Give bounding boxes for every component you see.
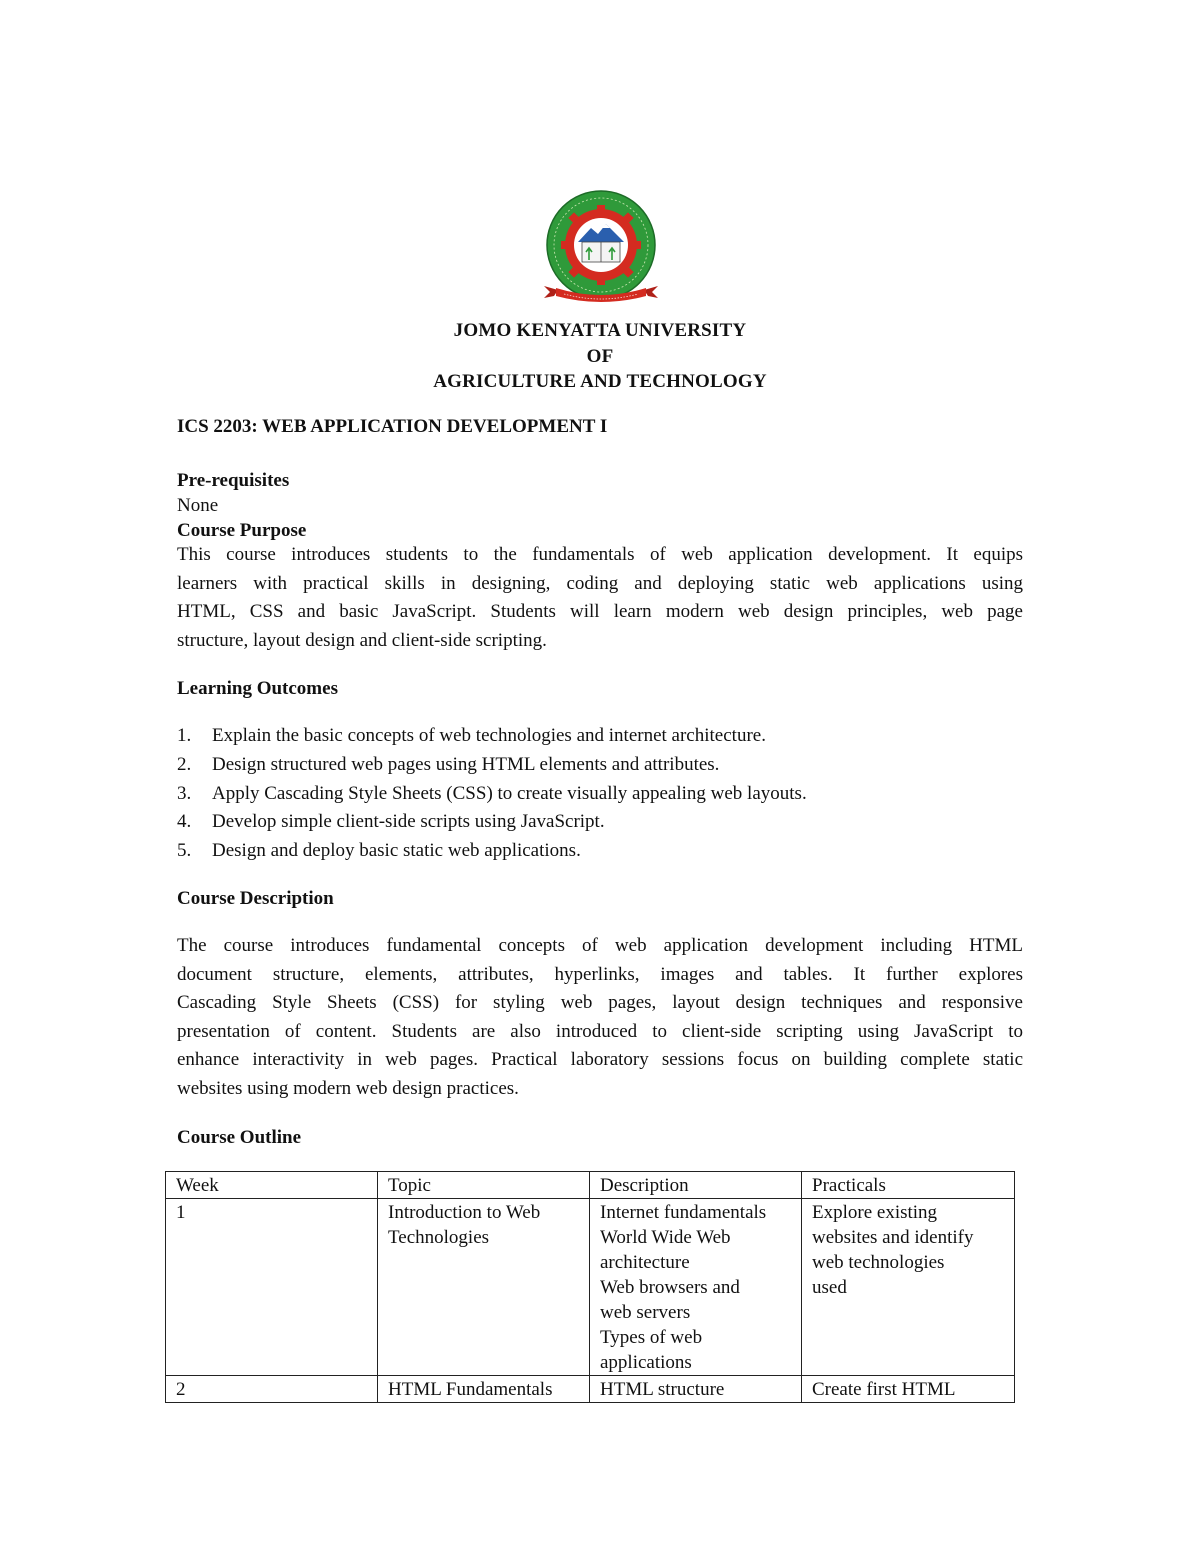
course-purpose-line: HTML, CSS and basic JavaScript. Students will learn modern web design principles, web page xyxy=(177,601,1023,623)
course-purpose-line: learners with practical skills in designing, coding and deploying static web applications using xyxy=(177,572,1023,594)
description-line: World Wide Web xyxy=(600,1227,731,1248)
institution-name-line1: JOMO KENYATTA UNIVERSITY xyxy=(453,320,747,341)
description-cell xyxy=(590,1199,802,1376)
learning-outcome-text: Design and deploy basic static web applications. xyxy=(212,840,581,861)
table-header-row xyxy=(166,1172,1015,1199)
column-header-practicals: Practicals xyxy=(802,1172,1015,1199)
course-description-line: The course introduces fundamental concepts of web application development including HTML xyxy=(177,935,1023,956)
learning-outcome-text: Apply Cascading Style Sheets (CSS) to create visually appealing web layouts. xyxy=(212,783,807,804)
course-description-line: Cascading Style Sheets (CSS) for styling web pages, layout design techniques and responsive xyxy=(177,992,1023,1014)
table-row xyxy=(166,1376,1015,1403)
learning-outcome-item xyxy=(177,780,807,808)
week-cell: 1 xyxy=(166,1199,378,1376)
column-header-description: Description xyxy=(590,1172,802,1199)
topic-cell xyxy=(378,1199,590,1376)
course-purpose-heading: Course Purpose xyxy=(177,520,307,541)
description-line: architecture xyxy=(600,1252,690,1273)
course-purpose-text xyxy=(177,541,1023,655)
table-row xyxy=(166,1199,1015,1376)
practicals-line: websites and identify xyxy=(812,1227,974,1248)
course-outline-table xyxy=(165,1171,1015,1403)
topic-line: Technologies xyxy=(388,1227,490,1248)
topic-cell xyxy=(378,1376,590,1403)
learning-outcome-text: Design structured web pages using HTML elements and attributes. xyxy=(212,754,720,775)
learning-outcome-number: 2. xyxy=(177,754,192,775)
learning-outcome-number: 1. xyxy=(177,725,192,746)
learning-outcome-item xyxy=(177,751,719,779)
practicals-cell xyxy=(802,1199,1015,1376)
prerequisites-value: None xyxy=(177,495,219,516)
description-line: HTML structure xyxy=(600,1379,725,1400)
description-line: Internet fundamentals xyxy=(600,1202,767,1223)
course-title: ICS 2203: WEB APPLICATION DEVELOPMENT I xyxy=(177,416,608,437)
practicals-line: Explore existing xyxy=(812,1202,938,1223)
practicals-line: Create first HTML xyxy=(812,1379,956,1400)
prerequisites-heading: Pre-requisites xyxy=(177,470,290,491)
description-line: web servers xyxy=(600,1302,691,1323)
column-header-topic: Topic xyxy=(378,1172,590,1199)
university-logo xyxy=(536,190,666,308)
course-description-line: document structure, elements, attributes, hyperlinks, images and tables. It further explores xyxy=(177,963,1023,985)
learning-outcome-number: 4. xyxy=(177,811,192,832)
learning-outcome-text: Explain the basic concepts of web technologies and internet architecture. xyxy=(212,725,766,746)
description-line: Types of web xyxy=(600,1327,703,1348)
institution-name-line2: OF xyxy=(586,346,614,367)
course-purpose-line: This course introduces students to the fundamentals of web application development. It equips xyxy=(177,544,1023,565)
description-cell xyxy=(590,1376,802,1403)
learning-outcome-number: 5. xyxy=(177,840,192,861)
course-description-line: enhance interactivity in web pages. Practical laboratory sessions focus on building complete static xyxy=(177,1049,1023,1071)
description-line: applications xyxy=(600,1352,692,1373)
learning-outcomes-heading: Learning Outcomes xyxy=(177,678,338,699)
course-description-line: websites using modern web design practices. xyxy=(177,1077,519,1099)
practicals-cell xyxy=(802,1376,1015,1403)
course-description-text xyxy=(177,932,1023,1104)
topic-line: Introduction to Web xyxy=(388,1202,541,1223)
learning-outcome-item xyxy=(177,722,766,750)
course-outline-heading: Course Outline xyxy=(177,1127,302,1148)
course-purpose-line: structure, layout design and client-side scripting. xyxy=(177,629,547,651)
learning-outcome-number: 3. xyxy=(177,783,192,804)
practicals-line: web technologies xyxy=(812,1252,945,1273)
course-description-line: presentation of content. Students are also introduced to client-side scripting using JavaScript to xyxy=(177,1020,1023,1042)
column-header-week: Week xyxy=(166,1172,378,1199)
learning-outcome-item xyxy=(177,808,605,836)
practicals-line: used xyxy=(812,1277,847,1298)
course-description-heading: Course Description xyxy=(177,888,334,909)
week-cell: 2 xyxy=(166,1376,378,1403)
institution-name-line3: AGRICULTURE AND TECHNOLOGY xyxy=(433,371,767,392)
learning-outcome-item xyxy=(177,837,581,865)
learning-outcome-text: Develop simple client-side scripts using JavaScript. xyxy=(212,811,605,832)
description-line: Web browsers and xyxy=(600,1277,740,1298)
topic-line: HTML Fundamentals xyxy=(388,1379,553,1400)
